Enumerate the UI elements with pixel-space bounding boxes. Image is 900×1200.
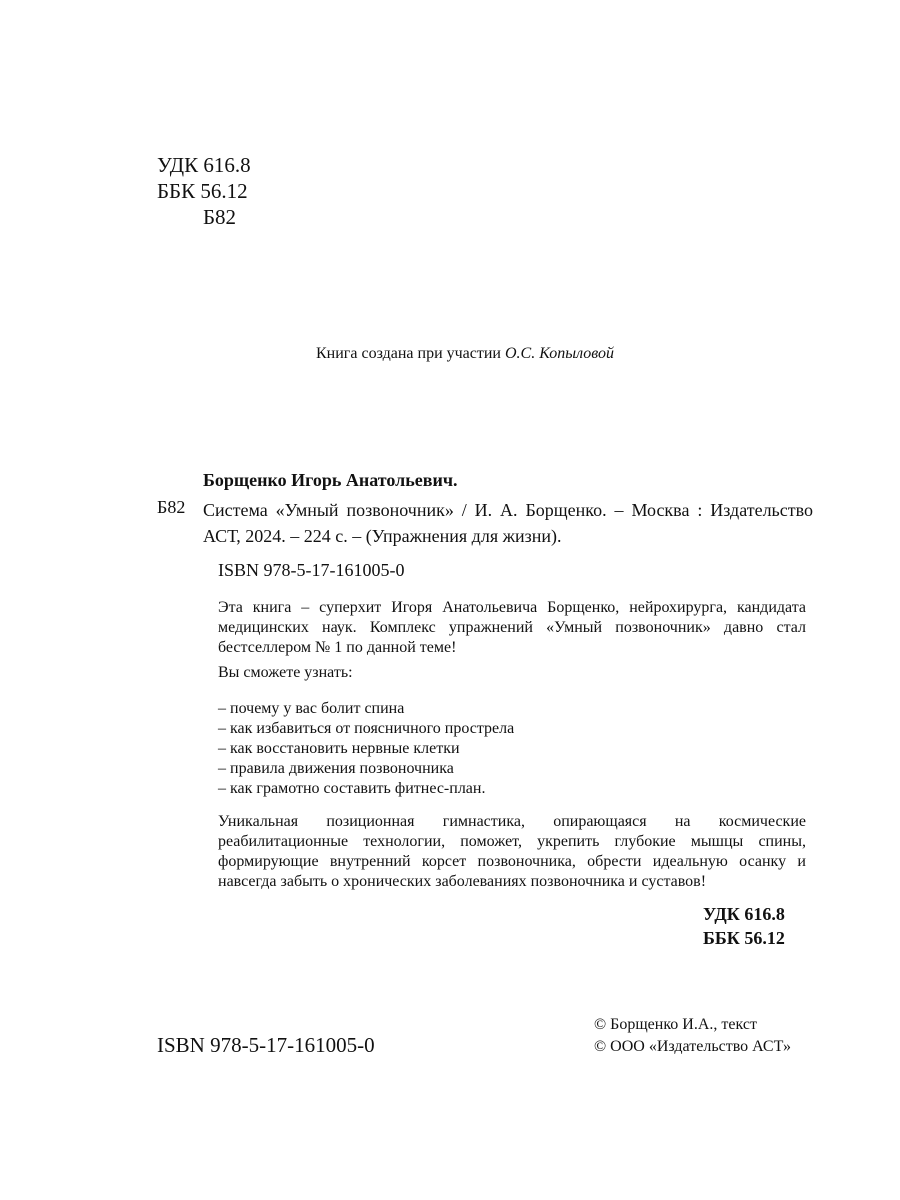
- copyright-line: © Борщенко И.А., текст: [594, 1016, 757, 1033]
- list-item: – почему у вас болит спина: [218, 700, 405, 717]
- bbk-code: ББК 56.12: [157, 179, 248, 203]
- annotation-closing: Уникальная позиционная гимнастика, опирающаяся на космические реабилитационные технологии, поможет, укрепить глубокие мышцы спины, формирующие внутренний корсет позвоночника, обрести идеальную осанку и навсегда забыть о хронических заболеваниях позвоночника и суставов!: [218, 813, 806, 890]
- record-isbn: ISBN 978-5-17-161005-0: [218, 560, 405, 580]
- annotation-learn-heading: Вы сможете узнать:: [218, 664, 353, 681]
- copyright-line: © ООО «Издательство АСТ»: [594, 1038, 791, 1055]
- author-sign: Б82: [203, 205, 237, 229]
- annotation-intro: Эта книга – суперхит Игоря Анатольевича Борщенко, нейрохирурга, кандидата медицинских наук. Комплекс упражнений «Умный позвоночник» давно стал бестселлером № 1 по данной теме!: [218, 599, 806, 656]
- udk-code: УДК 616.8: [157, 153, 251, 177]
- record-author: Борщенко Игорь Анатольевич.: [203, 470, 458, 490]
- list-item: – как грамотно составить фитнес-план.: [218, 780, 486, 797]
- list-item: – как восстановить нервные клетки: [218, 740, 460, 757]
- credit-prefix: Книга создана при участии: [316, 345, 505, 362]
- bbk-code-bottom: ББК 56.12: [703, 928, 785, 948]
- annotation-list: [218, 699, 514, 799]
- credit-line: [316, 345, 614, 363]
- record-author-sign: Б82: [157, 497, 186, 517]
- classification-codes-top: [157, 152, 251, 230]
- copyright-block: [594, 1014, 791, 1058]
- udk-code-bottom: УДК 616.8: [703, 904, 785, 924]
- list-item: – правила движения позвоночника: [218, 760, 454, 777]
- list-item: – как избавиться от поясничного прострела: [218, 720, 515, 737]
- record-description: Система «Умный позвоночник» / И. А. Борщенко. – Москва : Издательство АСТ, 2024. – 224 с. – (Упражнения для жизни).: [203, 500, 813, 546]
- footer-isbn: ISBN 978-5-17-161005-0: [157, 1033, 375, 1057]
- credit-name: О.С. Копыловой: [505, 345, 614, 362]
- classification-codes-bottom: [703, 902, 785, 950]
